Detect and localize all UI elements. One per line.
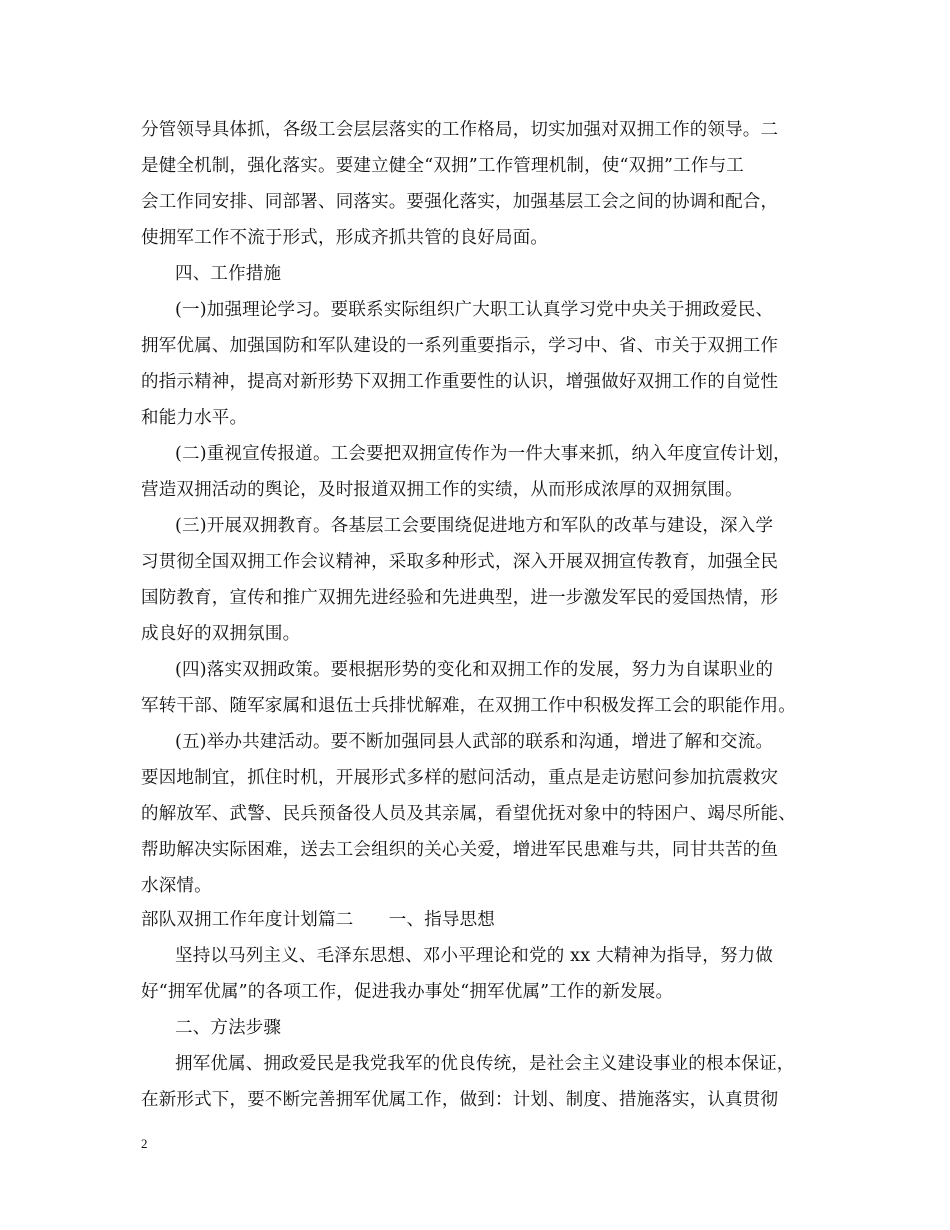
text-line: 的指示精神，提高对新形势下双拥工作重要性的认识，增强做好双拥工作的自觉性 xyxy=(141,372,779,392)
text-line: 会工作同安排、同部署、同落实。要强化落实，加强基层工会之间的协调和配合， xyxy=(141,192,779,212)
section-heading: 二、方法步骤 xyxy=(175,1018,282,1038)
text-line: 坚持以马列主义、毛泽东思想、邓小平理论和党的 xx 大精神为指导，努力做 xyxy=(175,946,774,966)
text-line: 拥军优属、拥政爱民是我党我军的优良传统，是社会主义建设事业的根本保证， xyxy=(175,1054,795,1074)
text-line: (三)开展双拥教育。各基层工会要围绕促进地方和军队的改革与建设，深入学 xyxy=(175,516,774,536)
text-line: (五)举办共建活动。要不断加强同县人武部的联系和沟通，增进了解和交流。 xyxy=(175,732,774,752)
section-heading: 部队双拥工作年度计划篇二 一、指导思想 xyxy=(141,910,495,930)
text-line: 拥军优属、加强国防和军队建设的一系列重要指示，学习中、省、市关于双拥工作 xyxy=(141,336,779,356)
text-line: 帮助解决实际困难，送去工会组织的关心关爱，增进军民患难与共，同甘共苦的鱼 xyxy=(141,840,779,860)
page-number: 2 xyxy=(141,1136,148,1151)
text-line: 的解放军、武警、民兵预备役人员及其亲属，看望优抚对象中的特困户、竭尽所能、 xyxy=(141,804,796,824)
text-line: 国防教育，宣传和推广双拥先进经验和先进典型，进一步激发军民的爱国热情，形 xyxy=(141,588,779,608)
text-line: 成良好的双拥氛围。 xyxy=(141,624,301,644)
text-line: 在新形式下，要不断完善拥军优属工作，做到：计划、制度、措施落实，认真贯彻 xyxy=(141,1090,779,1110)
text-line: 是健全机制，强化落实。要建立健全“双拥”工作管理机制，使“双拥”工作与工 xyxy=(141,156,744,176)
text-line: 使拥军工作不流于形式，形成齐抓共管的良好局面。 xyxy=(141,228,549,248)
text-line: 习贯彻全国双拥工作会议精神，采取多种形式，深入开展双拥宣传教育，加强全民 xyxy=(141,552,779,572)
text-line: 分管领导具体抓，各级工会层层落实的工作格局，切实加强对双拥工作的领导。二 xyxy=(141,120,779,140)
text-line: 水深情。 xyxy=(141,876,212,896)
text-line: 营造双拥活动的舆论，及时报道双拥工作的实绩，从而形成浓厚的双拥氛围。 xyxy=(141,480,743,500)
text-line: (二)重视宣传报道。工会要把双拥宣传作为一件大事来抓，纳入年度宣传计划， xyxy=(175,444,791,464)
text-line: 军转干部、随军家属和退伍士兵排忧解难，在双拥工作中积极发挥工会的职能作用。 xyxy=(141,696,796,716)
section-heading: 四、工作措施 xyxy=(175,264,282,284)
text-line: 和能力水平。 xyxy=(141,408,248,428)
text-line: 好“拥军优属”的各项工作，促进我办事处“拥军优属”工作的新发展。 xyxy=(141,982,674,1002)
text-line: 要因地制宜，抓住时机，开展形式多样的慰问活动，重点是走访慰问参加抗震救灾 xyxy=(141,768,779,788)
text-line: (四)落实双拥政策。要根据形势的变化和双拥工作的发展，努力为自谋职业的 xyxy=(175,660,774,680)
text-line: (一)加强理论学习。要联系实际组织广大职工认真学习党中央关于拥政爱民、 xyxy=(175,300,774,320)
